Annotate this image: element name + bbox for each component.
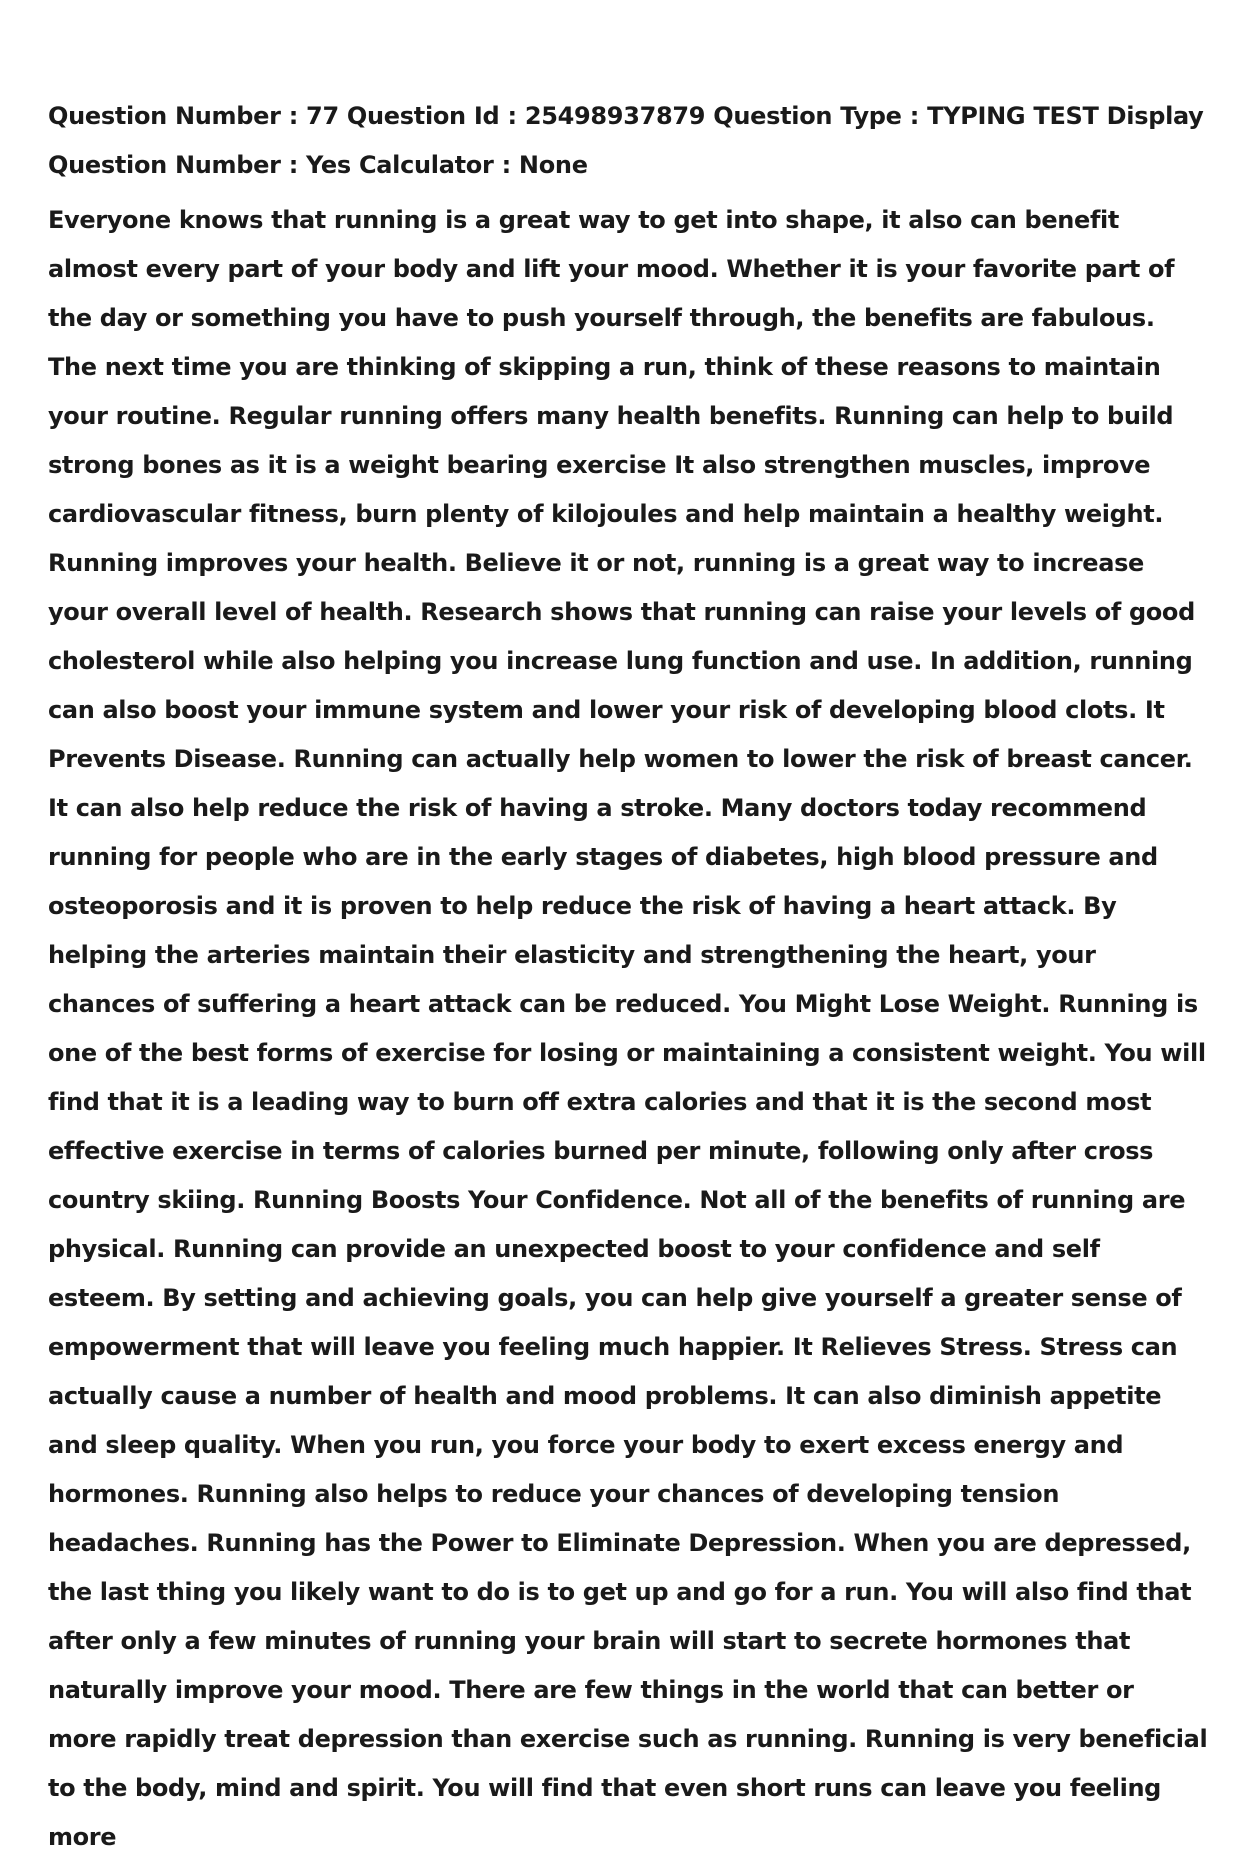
passage-text: Everyone knows that running is a great way to get into shape, it also can benefit almost every part of your body and lift your mood. Whether it is your favorite part of the day or something you have to push yourself through, the benefits are fabulous. The next time you are thinking of skipping a run, think of these reasons to maintain your routine. Regular running offers many health benefits. Running can help to build strong bones as it is a weight bearing exercise It also strengthen muscles, improve cardiovascular fitness, burn plenty of kilojoules and help maintain a healthy weight. Running improves your health. Believe it or not, running is a great way to increase your overall level of health. Research shows that running can raise your levels of good cholesterol while also helping you increase lung function and use. In addition, running can also boost your immune system and lower your risk of developing blood clots. It Prevents Disease. Running can actually help women to lower the risk of breast cancer. It can also help reduce the risk of having a stroke. Many doctors today recommend running for people who are in the early stages of diabetes, high blood pressure and osteoporosis and it is proven to help reduce the risk of having a heart attack. By helping the arteries maintain their elasticity and strengthening the heart, your chances of suffering a heart attack can be reduced. You Might Lose Weight. Running is one of the best forms of exercise for losing or maintaining a consistent weight. You will find that it is a leading way to burn off extra calories and that it is the second most effective exercise in terms of calories burned per minute, following only after cross country skiing. Running Boosts Your Confidence. Not all of the benefits of running are physical. Running can provide an unexpected boost to your confidence and self esteem. By setting and achieving goals, you can help give yourself a greater sense of empowerment that will leave you feeling much happier. It Relieves Stress. Stress can actually cause a number of health and mood problems. It can also diminish appetite and sleep quality. When you run, you force your body to exert excess energy and hormones. Running also helps to reduce your chances of developing tension headaches. Running has the Power to Eliminate Depression. When you are depressed, the last thing you likely want to do is to get up and go for a run. You will also find that after only a few minutes of running your brain will start to secrete hormones that naturally improve your mood. There are few things in the world that can better or more rapidly treat depression than exercise such as running. Running is very beneficial to the body, mind and spirit. You will find that even short runs can leave you feeling more (48, 206, 1208, 1851)
question-header: Question Number : 77 Question Id : 25498937879 Question Type : TYPING TEST Display Question Number : Yes Calculator : None (48, 102, 1204, 179)
document-page (48, 92, 1208, 1862)
